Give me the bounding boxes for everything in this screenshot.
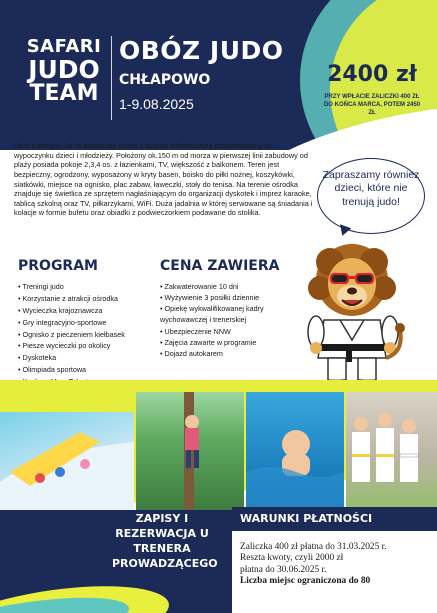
pool-photo-icon xyxy=(246,392,344,510)
description-text: Dom Kolonijny Jar to doskonały obiekt z bogatą infrastrukturą przystosowany do wypoczynku dzieci i młodzieży. Położony ok.150 m od morza w pierwszej linii zabudowy od plaży posiada pokoje 2,3,4 os. z łazienkami, TV, większość z balkonem. Teren jest bezpieczny, ogrodzony, wyposażony w kryty basen, boisko do piłki nożnej, koszykówki, siatkówki, miejsce na ognisko, plac zabaw, ławeczki, stoły do tenisa. Na terenie ośrodka znajduje się świetlica ze sprzętem nagłaśniającym do organizacji dyskotek i imprez karaoke, tablicą szkolną oraz TV, piłkarzykami, WiFi. Duża jadalnia w której serwowane są śniadania i kolacje w formie bufetu oraz obiadki z podwieczorkiem podawane do stolika. xyxy=(14,141,313,218)
list-item: • Zakwaterowanie 10 dni xyxy=(160,281,310,292)
brand-line-2: JUDO xyxy=(28,55,100,84)
judo-photo-icon xyxy=(346,392,437,510)
list-item: • Dyskoteka xyxy=(18,352,158,364)
list-item: • Wyżywienie 3 posiłki dziennie xyxy=(160,292,310,303)
location-label: CHŁAPOWO xyxy=(119,72,211,88)
climbing-photo-icon xyxy=(136,392,244,510)
speech-bubble: Zapraszamy równiez dzieci, które nie trenują judo! xyxy=(317,158,425,234)
list-item: • Olimpiada sportowa xyxy=(18,364,158,376)
price-amount: 2400 zł xyxy=(327,62,417,87)
list-item: • Gry integracyjno-sportowe xyxy=(18,317,158,329)
page-title: OBÓZ JUDO xyxy=(119,36,284,65)
signup-text: ZAPISY I REZERWACJA U TRENERA PROWADZĄCEGO xyxy=(112,512,218,570)
program-section xyxy=(18,258,158,400)
payment-heading: WARUNKI PŁATNOŚCI xyxy=(232,507,437,531)
list-item: • Opiekę wykwalifikowanej kadry wychowawczej i trenerskiej xyxy=(160,303,310,325)
payment-line-2: Reszta kwoty, czyli 2000 zł xyxy=(240,553,344,564)
brand-logo xyxy=(24,38,104,105)
list-item: • Zajęcia zawarte w programie xyxy=(160,337,310,348)
payment-terms xyxy=(240,542,435,588)
photo-judo-group xyxy=(346,392,437,510)
includes-section xyxy=(160,258,310,359)
list-item: • Piesze wycieczki po okolicy xyxy=(18,340,158,352)
photo-climbing xyxy=(136,392,244,510)
list-item: • Ubezpieczenie NNW xyxy=(160,326,310,337)
list-item: • Dojazd autokarem xyxy=(160,348,310,359)
price-badge xyxy=(322,62,422,132)
list-item: • Ognisko z pieczeniem kiełbasek xyxy=(18,329,158,341)
lion-mascot-icon xyxy=(300,240,408,390)
header-divider xyxy=(111,36,112,120)
list-item: • Treningi judo xyxy=(18,281,158,293)
includes-list xyxy=(160,281,310,359)
payment-line-1: Zaliczka 400 zł płatna do 31.03.2025 r. xyxy=(240,542,387,552)
slide-photo-icon xyxy=(0,412,134,510)
list-item: • Wycieczka krajoznawcza xyxy=(18,305,158,317)
includes-heading: CENA ZAWIERA xyxy=(160,258,280,274)
price-note: PRZY WPŁACIE ZALICZKI 400 ZŁ DO KOŃCA MARCA, POTEM 2450 ZŁ xyxy=(323,94,421,117)
photo-pool xyxy=(246,392,344,510)
program-heading: PROGRAM xyxy=(18,258,98,274)
payment-line-3: płatna do 30.06.2025 r. xyxy=(240,564,327,575)
brand-line-1: SAFARI xyxy=(26,36,102,57)
list-item: • Korzystanie z atrakcji ośrodka xyxy=(18,293,158,305)
payment-line-4: Liczba miejsc ograniczona do 80 xyxy=(240,576,371,587)
dates-label: 1-9.08.2025 xyxy=(119,96,194,112)
photo-inflatable-slide xyxy=(0,412,134,510)
brand-line-3: TEAM xyxy=(29,81,99,106)
